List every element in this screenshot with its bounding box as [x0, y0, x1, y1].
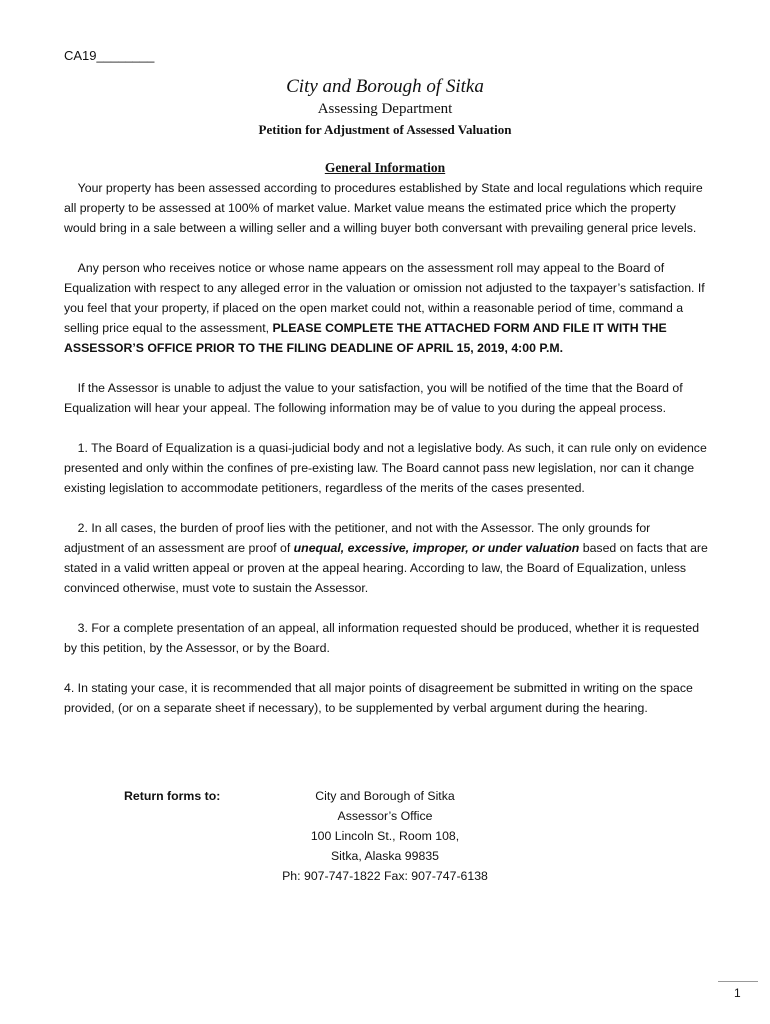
footer-divider [718, 981, 758, 982]
paragraph-appeal [64, 258, 708, 358]
paragraph-point-2 [64, 518, 708, 598]
paragraph-appeal-text: Any person who receives notice or whose name appears on the assessment roll may appeal to the Board of Equalization with respect to any alleged error in the valuation or omission not adjusted to the taxpayer’s satisfaction. If you feel that your property, if placed on the open market could not, within a reasonable period of time, command a selling price equal to the assessment, [64, 261, 705, 335]
page-title: City and Borough of Sitka [286, 76, 484, 97]
page-number: 1 [734, 986, 741, 1000]
paragraph-intro [64, 178, 708, 238]
filing-deadline-notice: PLEASE COMPLETE THE ATTACHED FORM AND FILE IT WITH THE ASSESSOR’S OFFICE PRIOR TO THE FILING DEADLINE OF APRIL 15, 2019, 4:00 P.M. [64, 321, 667, 355]
address-line-3: 100 Lincoln St., Room 108, [310, 829, 460, 843]
form-code: CA19________ [64, 48, 155, 63]
phone-fax: Ph: 907-747-1822 Fax: 907-747-6138 [282, 869, 488, 883]
address-line-4: Sitka, Alaska 99835 [330, 849, 439, 863]
paragraph-point-2-text-b: based on facts that are stated in a valid written appeal or proven at the appeal hearing. According to law, the Board of Equalization, unless convinced otherwise, must vote to sustain the Assessor. [64, 541, 708, 595]
return-label: Return forms to: [124, 789, 221, 803]
valuation-grounds-emphasis: unequal, excessive, improper, or under valuation [293, 541, 580, 555]
section-heading: General Information [324, 160, 446, 175]
paragraph-point-3-text: 3. For a complete presentation of an appeal, all information requested should be produced, whether it is requested by this petition, by the Assessor, or by the Board. [64, 621, 700, 655]
paragraph-hearing [64, 378, 708, 418]
paragraph-point-1 [64, 438, 708, 498]
paragraph-intro-text: Your property has been assessed according to procedures established by State and local regulations which require all property to be assessed at 100% of market value. Market value means the estimated price which the property would bring in a sale between a willing seller and a willing buyer both conversant with prevailing general price levels. [64, 181, 703, 235]
body-text [64, 178, 708, 738]
paragraph-point-1-text: 1. The Board of Equalization is a quasi-judicial body and not a legislative body. As such, it can rule only on evidence presented and only within the confines of pre-existing law. The Board cannot pass new legislation, nor can it change existing legislation to accommodate petitioners, regardless of the merits of the cases presented. [64, 441, 707, 495]
address-line-1: City and Borough of Sitka [315, 789, 455, 803]
return-address [230, 786, 540, 886]
department-name: Assessing Department [317, 101, 453, 117]
paragraph-point-3 [64, 618, 708, 658]
document-title: Petition for Adjustment of Assessed Valuation [258, 122, 512, 137]
paragraph-point-4-text: 4. In stating your case, it is recommended that all major points of disagreement be submitted in writing on the space provided, (or on a separate sheet if necessary), to be supplemented by verbal argument during the hearing. [64, 681, 693, 715]
paragraph-point-2-text-a: 2. In all cases, the burden of proof lies with the petitioner, and not with the Assessor. The only grounds for adjustment of an assessment are proof of [64, 521, 651, 555]
address-line-2: Assessor’s Office [337, 809, 433, 823]
paragraph-hearing-text: If the Assessor is unable to adjust the value to your satisfaction, you will be notified of the time that the Board of Equalization will hear your appeal. The following information may be of value to you during the appeal process. [64, 381, 683, 415]
paragraph-point-4 [64, 678, 708, 718]
